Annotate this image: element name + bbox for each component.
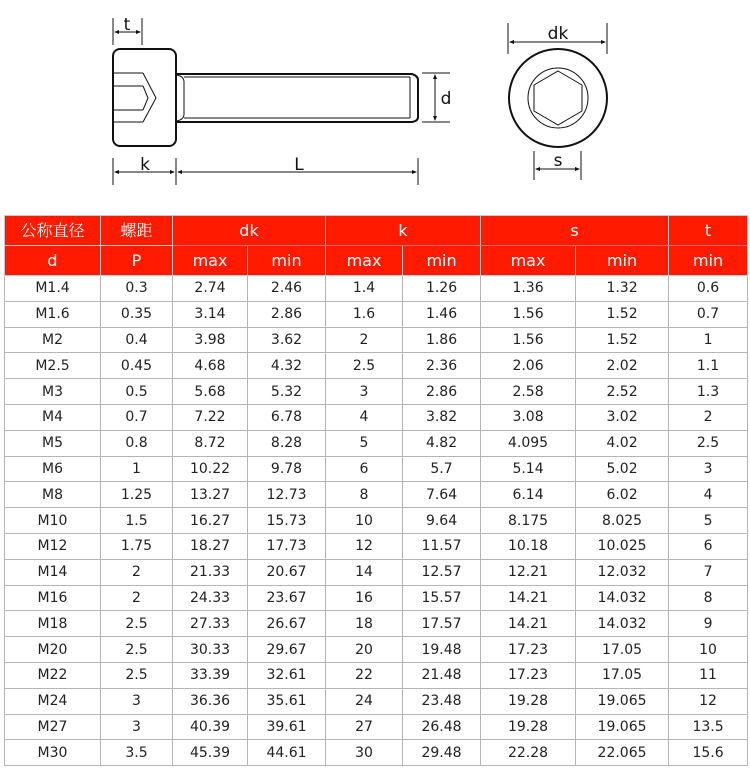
cell-s-max: 3.08	[481, 404, 576, 430]
cell-t-min: 2	[669, 404, 748, 430]
table-row	[5, 379, 748, 405]
cell-dk-min: 29.67	[248, 637, 326, 663]
cell-s-max: 6.14	[481, 482, 576, 508]
cell-d: M6	[5, 456, 101, 482]
cell-k-min: 23.48	[403, 688, 481, 714]
label-d: d	[440, 89, 452, 109]
cell-t-min: 0.7	[669, 301, 748, 327]
cell-p: 0.5	[101, 379, 173, 405]
table-body	[5, 276, 748, 766]
cell-s-min: 5.02	[576, 456, 669, 482]
cell-t-min: 1.3	[669, 379, 748, 405]
cell-dk-max: 45.39	[173, 740, 248, 766]
cell-dk-min: 20.67	[248, 559, 326, 585]
cell-k-max: 18	[326, 611, 403, 637]
cell-dk-min: 6.78	[248, 404, 326, 430]
cell-s-max: 17.23	[481, 637, 576, 663]
cell-d: M4	[5, 404, 101, 430]
header-k-max: max	[326, 246, 403, 276]
cell-p: 0.35	[101, 301, 173, 327]
cell-p: 1	[101, 456, 173, 482]
cell-dk-max: 2.74	[173, 276, 248, 302]
table-row	[5, 688, 748, 714]
cell-t-min: 5	[669, 508, 748, 534]
screw-spec-table	[4, 215, 748, 766]
header-d: d	[5, 246, 101, 276]
cell-t-min: 9	[669, 611, 748, 637]
cell-d: M16	[5, 585, 101, 611]
cell-dk-max: 3.98	[173, 327, 248, 353]
cell-s-max: 1.56	[481, 301, 576, 327]
header-P: P	[101, 246, 173, 276]
cell-p: 0.45	[101, 353, 173, 379]
cell-k-max: 6	[326, 456, 403, 482]
cell-dk-min: 17.73	[248, 533, 326, 559]
cell-s-max: 1.56	[481, 327, 576, 353]
cell-dk-min: 12.73	[248, 482, 326, 508]
cell-t-min: 6	[669, 533, 748, 559]
cell-t-min: 2.5	[669, 430, 748, 456]
table-row	[5, 533, 748, 559]
table-row	[5, 456, 748, 482]
header-t: t	[669, 216, 748, 246]
cell-s-min: 2.52	[576, 379, 669, 405]
table-row	[5, 276, 748, 302]
cell-dk-min: 32.61	[248, 662, 326, 688]
cell-k-min: 1.86	[403, 327, 481, 353]
cell-k-min: 12.57	[403, 559, 481, 585]
cell-dk-min: 4.32	[248, 353, 326, 379]
cell-d: M1.6	[5, 301, 101, 327]
side-view-screw-icon	[113, 49, 418, 146]
screw-dimension-drawing	[0, 0, 750, 210]
cell-t-min: 4	[669, 482, 748, 508]
cell-dk-max: 5.68	[173, 379, 248, 405]
dimension-lines	[113, 18, 450, 185]
cell-k-min: 3.82	[403, 404, 481, 430]
cell-s-max: 12.21	[481, 559, 576, 585]
table-row	[5, 508, 748, 534]
header-pitch: 螺距	[101, 216, 173, 246]
cell-s-min: 17.05	[576, 662, 669, 688]
cell-s-max: 14.21	[481, 611, 576, 637]
cell-p: 2.5	[101, 637, 173, 663]
cell-d: M1.4	[5, 276, 101, 302]
cell-p: 2.5	[101, 611, 173, 637]
cell-d: M8	[5, 482, 101, 508]
cell-k-min: 29.48	[403, 740, 481, 766]
cell-dk-max: 24.33	[173, 585, 248, 611]
cell-p: 1.75	[101, 533, 173, 559]
cell-dk-max: 8.72	[173, 430, 248, 456]
cell-dk-max: 30.33	[173, 637, 248, 663]
cell-k-max: 24	[326, 688, 403, 714]
cell-k-min: 19.48	[403, 637, 481, 663]
cell-p: 0.7	[101, 404, 173, 430]
header-dk-max: max	[173, 246, 248, 276]
cell-k-min: 1.46	[403, 301, 481, 327]
cell-k-min: 2.36	[403, 353, 481, 379]
cell-p: 2	[101, 585, 173, 611]
cell-dk-max: 36.36	[173, 688, 248, 714]
cell-k-max: 5	[326, 430, 403, 456]
cell-dk-min: 44.61	[248, 740, 326, 766]
cell-k-min: 15.57	[403, 585, 481, 611]
cell-k-max: 27	[326, 714, 403, 740]
table-row	[5, 585, 748, 611]
header-dk: dk	[173, 216, 326, 246]
label-t: t	[123, 15, 131, 35]
cell-k-max: 30	[326, 740, 403, 766]
cell-d: M20	[5, 637, 101, 663]
cell-s-min: 19.065	[576, 688, 669, 714]
cell-s-min: 22.065	[576, 740, 669, 766]
cell-k-min: 1.26	[403, 276, 481, 302]
cell-s-max: 19.28	[481, 688, 576, 714]
cell-p: 1.5	[101, 508, 173, 534]
cell-dk-max: 33.39	[173, 662, 248, 688]
cell-d: M24	[5, 688, 101, 714]
cell-k-min: 4.82	[403, 430, 481, 456]
cell-s-max: 2.06	[481, 353, 576, 379]
cell-s-max: 2.58	[481, 379, 576, 405]
cell-k-max: 2.5	[326, 353, 403, 379]
cell-k-max: 12	[326, 533, 403, 559]
cell-d: M27	[5, 714, 101, 740]
cell-dk-max: 21.33	[173, 559, 248, 585]
header-nominal-diameter: 公称直径	[5, 216, 101, 246]
table-row	[5, 740, 748, 766]
cell-k-max: 1.4	[326, 276, 403, 302]
cell-k-max: 4	[326, 404, 403, 430]
cell-s-min: 1.32	[576, 276, 669, 302]
cell-d: M12	[5, 533, 101, 559]
cell-d: M2	[5, 327, 101, 353]
cell-dk-min: 3.62	[248, 327, 326, 353]
cell-s-max: 14.21	[481, 585, 576, 611]
table-row	[5, 327, 748, 353]
cell-d: M10	[5, 508, 101, 534]
table-row	[5, 430, 748, 456]
header-k-min: min	[403, 246, 481, 276]
cell-t-min: 11	[669, 662, 748, 688]
cell-d: M14	[5, 559, 101, 585]
cell-d: M22	[5, 662, 101, 688]
cell-dk-min: 23.67	[248, 585, 326, 611]
cell-p: 2	[101, 559, 173, 585]
cell-dk-max: 40.39	[173, 714, 248, 740]
cell-s-min: 8.025	[576, 508, 669, 534]
header-s-min: min	[576, 246, 669, 276]
header-t-min: min	[669, 246, 748, 276]
table-row	[5, 404, 748, 430]
cell-dk-max: 18.27	[173, 533, 248, 559]
cell-s-max: 19.28	[481, 714, 576, 740]
cell-s-max: 8.175	[481, 508, 576, 534]
cell-t-min: 1	[669, 327, 748, 353]
cell-s-min: 2.02	[576, 353, 669, 379]
cell-s-min: 6.02	[576, 482, 669, 508]
cell-dk-min: 2.86	[248, 301, 326, 327]
cell-dk-max: 27.33	[173, 611, 248, 637]
cell-k-max: 20	[326, 637, 403, 663]
table-row	[5, 353, 748, 379]
table-row	[5, 637, 748, 663]
cell-s-min: 1.52	[576, 327, 669, 353]
cell-dk-min: 8.28	[248, 430, 326, 456]
cell-k-min: 2.86	[403, 379, 481, 405]
cell-d: M5	[5, 430, 101, 456]
table-row	[5, 714, 748, 740]
cell-k-max: 3	[326, 379, 403, 405]
cell-s-min: 14.032	[576, 611, 669, 637]
table-row	[5, 662, 748, 688]
cell-p: 0.3	[101, 276, 173, 302]
cell-s-max: 5.14	[481, 456, 576, 482]
cell-dk-min: 9.78	[248, 456, 326, 482]
cell-k-min: 26.48	[403, 714, 481, 740]
cell-t-min: 7	[669, 559, 748, 585]
cell-d: M18	[5, 611, 101, 637]
cell-k-max: 14	[326, 559, 403, 585]
cell-dk-max: 3.14	[173, 301, 248, 327]
header-k: k	[326, 216, 481, 246]
label-dk: dk	[547, 24, 569, 44]
cell-p: 0.8	[101, 430, 173, 456]
table-row	[5, 482, 748, 508]
cell-d: M2.5	[5, 353, 101, 379]
cell-dk-max: 16.27	[173, 508, 248, 534]
cell-dk-min: 15.73	[248, 508, 326, 534]
label-k: k	[140, 155, 150, 175]
label-s: s	[553, 151, 563, 171]
cell-s-max: 10.18	[481, 533, 576, 559]
cell-p: 2.5	[101, 662, 173, 688]
cell-dk-min: 35.61	[248, 688, 326, 714]
label-L: L	[294, 155, 304, 175]
cell-t-min: 13.5	[669, 714, 748, 740]
cell-s-max: 17.23	[481, 662, 576, 688]
cell-t-min: 3	[669, 456, 748, 482]
cell-p: 3.5	[101, 740, 173, 766]
cell-dk-max: 4.68	[173, 353, 248, 379]
cell-s-min: 12.032	[576, 559, 669, 585]
cell-dk-min: 26.67	[248, 611, 326, 637]
cell-k-min: 11.57	[403, 533, 481, 559]
header-s-max: max	[481, 246, 576, 276]
cell-t-min: 0.6	[669, 276, 748, 302]
cell-t-min: 15.6	[669, 740, 748, 766]
cell-s-min: 19.065	[576, 714, 669, 740]
cell-s-min: 17.05	[576, 637, 669, 663]
cell-dk-min: 2.46	[248, 276, 326, 302]
cell-k-min: 17.57	[403, 611, 481, 637]
cell-p: 1.25	[101, 482, 173, 508]
cell-t-min: 8	[669, 585, 748, 611]
cell-p: 3	[101, 714, 173, 740]
cell-k-max: 16	[326, 585, 403, 611]
cell-s-max: 22.28	[481, 740, 576, 766]
header-dk-min: min	[248, 246, 326, 276]
cell-dk-min: 5.32	[248, 379, 326, 405]
cell-dk-max: 13.27	[173, 482, 248, 508]
cell-k-max: 1.6	[326, 301, 403, 327]
cell-dk-max: 7.22	[173, 404, 248, 430]
cell-t-min: 10	[669, 637, 748, 663]
cell-k-min: 21.48	[403, 662, 481, 688]
cell-s-min: 3.02	[576, 404, 669, 430]
dimension-labels	[124, 15, 452, 175]
cell-p: 0.4	[101, 327, 173, 353]
cell-k-max: 8	[326, 482, 403, 508]
table-row	[5, 301, 748, 327]
cell-t-min: 1.1	[669, 353, 748, 379]
table-row	[5, 611, 748, 637]
cell-k-max: 2	[326, 327, 403, 353]
header-s: s	[481, 216, 669, 246]
cell-s-max: 4.095	[481, 430, 576, 456]
cell-d: M30	[5, 740, 101, 766]
cell-p: 3	[101, 688, 173, 714]
cell-t-min: 12	[669, 688, 748, 714]
cell-s-min: 1.52	[576, 301, 669, 327]
cell-k-max: 10	[326, 508, 403, 534]
cell-k-max: 22	[326, 662, 403, 688]
cell-d: M3	[5, 379, 101, 405]
cell-dk-max: 10.22	[173, 456, 248, 482]
cell-k-min: 7.64	[403, 482, 481, 508]
cell-s-max: 1.36	[481, 276, 576, 302]
cell-k-min: 9.64	[403, 508, 481, 534]
table-row	[5, 559, 748, 585]
cell-s-min: 4.02	[576, 430, 669, 456]
cell-k-min: 5.7	[403, 456, 481, 482]
cell-s-min: 10.025	[576, 533, 669, 559]
cell-dk-min: 39.61	[248, 714, 326, 740]
cell-s-min: 14.032	[576, 585, 669, 611]
